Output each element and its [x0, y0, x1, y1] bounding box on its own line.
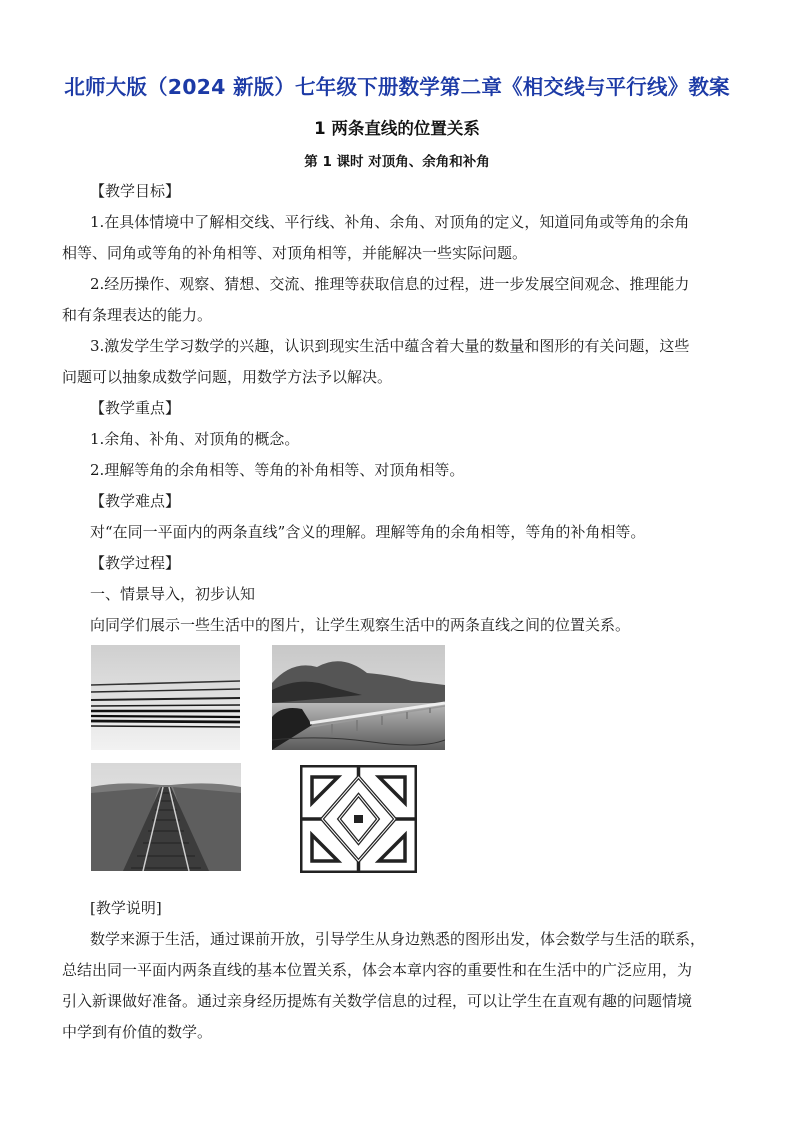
objective-1-line-2: 相等、同角或等角的补角相等、对顶角相等，并能解决一些实际问题。 — [62, 244, 528, 262]
objective-3-line-1: 3.激发学生学习数学的兴趣，认识到现实生活中蕴含着大量的数量和图形的有关问题，这些 — [90, 337, 690, 355]
difficulties-heading: 【教学难点】 — [90, 492, 181, 510]
objective-2-line-2: 和有条理表达的能力。 — [62, 306, 213, 324]
power-lines-photo — [91, 645, 240, 750]
objective-1-line-1: 1.在具体情境中了解相交线、平行线、补角、余角、对顶角的定义，知道同角或等角的余角 — [90, 213, 690, 231]
key-point-2: 2.理解等角的余角相等、等角的补角相等、对顶角相等。 — [90, 461, 465, 479]
window-lattice-pattern — [300, 765, 417, 873]
process-step-1-title: 一、情景导入，初步认知 — [90, 585, 256, 603]
explanation-line-4: 中学到有价值的数学。 — [62, 1023, 213, 1041]
document-title: 北师大版（2024 新版）七年级下册数学第二章《相交线与平行线》教案 — [64, 75, 730, 99]
explanation-heading: [教学说明] — [90, 899, 162, 917]
process-heading: 【教学过程】 — [90, 554, 181, 572]
bridge-over-lake-photo — [272, 645, 445, 750]
railway-tracks-photo — [91, 763, 241, 871]
difficulties-text: 对“在同一平面内的两条直线”含义的理解。理解等角的余角相等，等角的补角相等。 — [90, 523, 646, 541]
explanation-line-1: 数学来源于生活，通过课前开放，引导学生从身边熟悉的图形出发，体会数学与生活的联系， — [90, 930, 706, 948]
explanation-line-2: 总结出同一平面内两条直线的基本位置关系，体会本章内容的重要性和在生活中的广泛应用，为 — [62, 961, 693, 979]
key-points-heading: 【教学重点】 — [90, 399, 181, 417]
explanation-line-3: 引入新课做好准备。通过亲身经历提炼有关数学信息的过程，可以让学生在直观有趣的问题情境 — [62, 992, 693, 1010]
key-point-1: 1.余角、补角、对顶角的概念。 — [90, 430, 300, 448]
section-title: 1 两条直线的位置关系 — [314, 119, 480, 138]
objectives-heading: 【教学目标】 — [90, 182, 181, 200]
objective-3-line-2: 问题可以抽象成数学问题，用数学方法予以解决。 — [62, 368, 393, 386]
objective-2-line-1: 2.经历操作、观察、猜想、交流、推理等获取信息的过程，进一步发展空间观念、推理能力 — [90, 275, 690, 293]
lesson-title: 第 1 课时 对顶角、余角和补角 — [304, 154, 490, 170]
process-step-1-text: 向同学们展示一些生活中的图片，让学生观察生活中的两条直线之间的位置关系。 — [90, 616, 631, 634]
